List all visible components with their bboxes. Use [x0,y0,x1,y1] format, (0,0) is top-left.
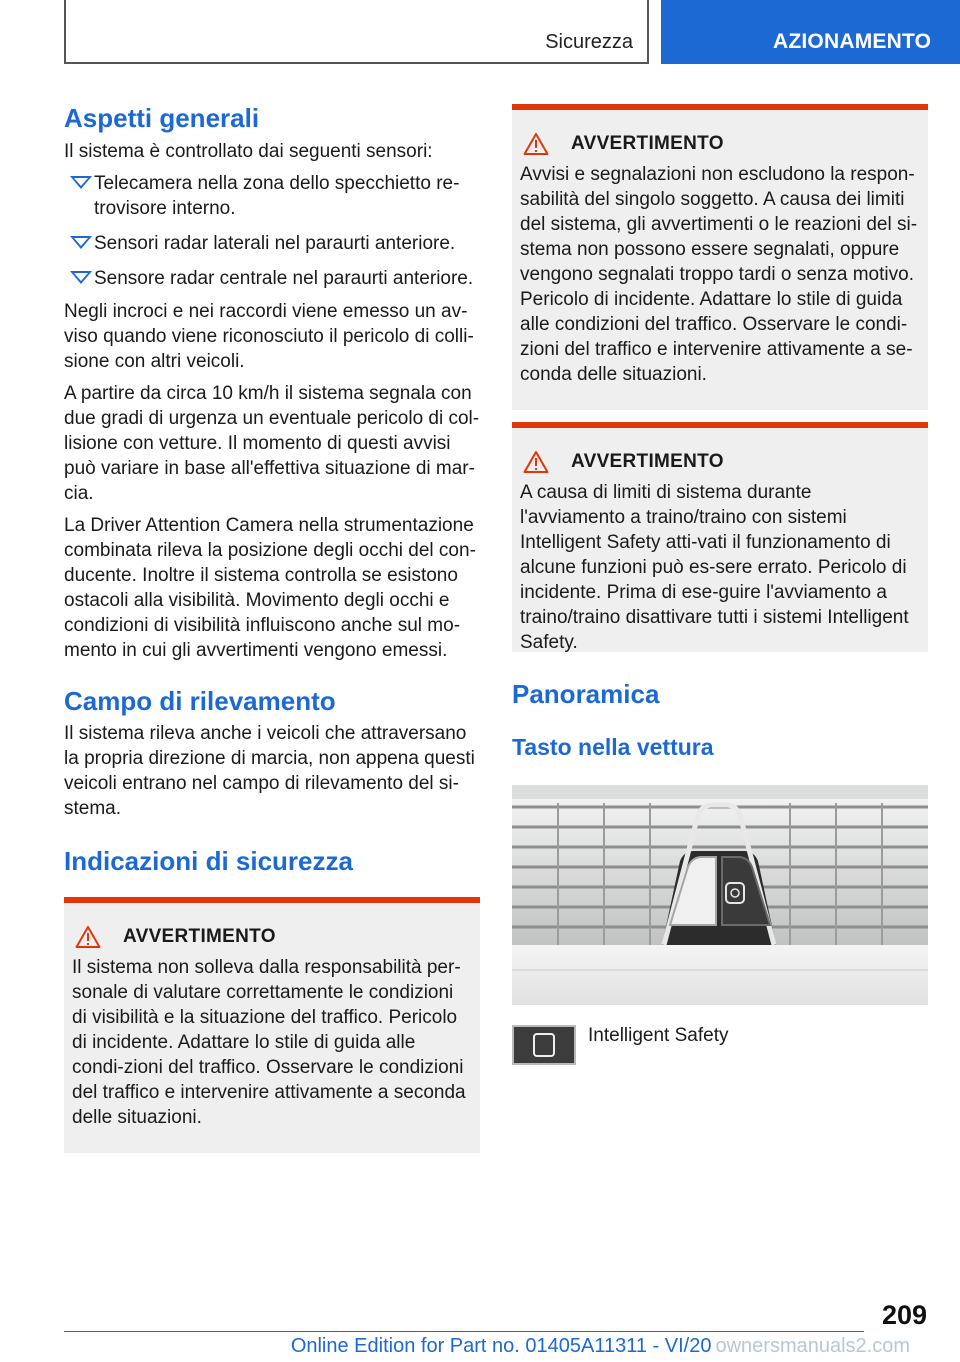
range-text: Il sistema rileva anche i veicoli che attraversano la propria direzione di marcia, non appena questi veicoli entrano nel campo di rilevamento del si-stema. [64,723,475,819]
warning-title: AVVERTIMENTO [571,451,724,472]
button-legend [512,1025,928,1065]
warning-text: Il sistema non solleva dalla responsabilità per-sonale di valutare correttamente le condizioni di visibilità e la situazione del traffico. Pericolo di incidente. Adattare lo stile di guida alle condi-zioni del traffico. Osservare le condizioni del traffico e intervenire attivamente a seconda delle situazioni. [72,957,466,1128]
footer-edition [291,1335,910,1358]
warning-triangle-icon [523,450,549,474]
overview-heading: Panoramica [512,679,660,709]
general-heading: Aspetti generali [64,103,260,133]
warning-text: A causa di limiti di sistema durante l'avviamento a traino/traino con sistemi Intelligent Safety atti-vati il funzionamento di alcune funzioni può es-sere errato. Pericolo di incidente. Prima di ese-guire l'avviamento a traino/traino disattivare tutti i sistemi Intelligent Safety. [520,482,909,653]
safety-heading: Indicazioni di sicurezza [64,846,353,876]
right-column [512,104,928,1065]
header-chapter-tab[interactable]: AZIONAMENTO [661,0,960,64]
warning-triangle-icon [75,925,101,949]
warning-box-1 [512,104,928,410]
list-item: Telecamera nella zona dello specchietto re-trovisore interno. [64,171,482,221]
edition-text: Online Edition for Part no. 01405A11311 - VI/20 [290,1335,712,1357]
warning-title: AVVERTIMENTO [571,133,724,154]
vent-panel-illustration [512,785,928,1005]
general-paragraph-3: La Driver Attention Camera nella strumentazione combinata rileva la posizione degli occhi del con-ducente. Inoltre il sistema controlla se esistono ostacoli alla visibilità. Movimento degli occhi e condizioni di visibilità influiscono anche sul mo-mento in cui gli avvertimenti vengono emessi. [64,515,476,661]
list-item: Sensori radar laterali nel paraurti anteriore. [64,231,482,256]
bullet-triangle-icon [70,271,92,284]
watermark-text: ownersmanuals2.com [715,1335,910,1357]
safety-warning-box [64,897,480,1153]
header-frame [64,0,649,64]
bullet-triangle-icon [70,176,92,189]
general-paragraph-2: A partire da circa 10 km/h il sistema segnala con due gradi di urgenza un eventuale pericolo di col-lisione con vetture. Il momento di questi avvisi può variare in base all'effettiva situazione di mar-cia. [64,383,480,504]
warning-triangle-icon [523,132,549,156]
general-paragraph-1: Negli incroci e nei raccordi viene emesso un av-viso quando viene riconosciuto il pericolo di colli-sione con altri veicoli. [64,301,474,372]
safety-shield-icon [533,1033,555,1057]
intelligent-safety-button-icon[interactable] [512,1025,576,1065]
warning-text: Avvisi e segnalazioni non escludono la respon-sabilità del singolo soggetto. A causa dei limiti del sistema, gli avvertimenti o le reazioni del si-stema non possono essere segnalati, oppure vengono segnalati troppo tardi o senza motivo. Pericolo di incidente. Adattare lo stile di guida alle condizioni del traffico. Osservare le condi-zioni del traffico e intervenire attivamente a se-conda delle situazioni. [520,164,918,385]
general-intro: Il sistema è controllato dai seguenti sensori: [64,141,433,162]
list-item: Sensore radar centrale nel paraurti anteriore. [64,266,482,291]
sensor-list [64,171,482,291]
button-label: Intelligent Safety [588,1025,729,1046]
range-heading: Campo di rilevamento [64,686,336,716]
warning-title: AVVERTIMENTO [123,926,276,947]
left-column [64,100,482,1153]
footer-divider [64,1331,864,1332]
page-number: 209 [881,1300,927,1330]
header-section-title: Sicurezza [545,31,633,53]
warning-box-2 [512,422,928,652]
vehicle-button-photo [512,785,928,1005]
bullet-triangle-icon [70,236,92,249]
button-section-heading: Tasto nella vettura [512,734,714,760]
